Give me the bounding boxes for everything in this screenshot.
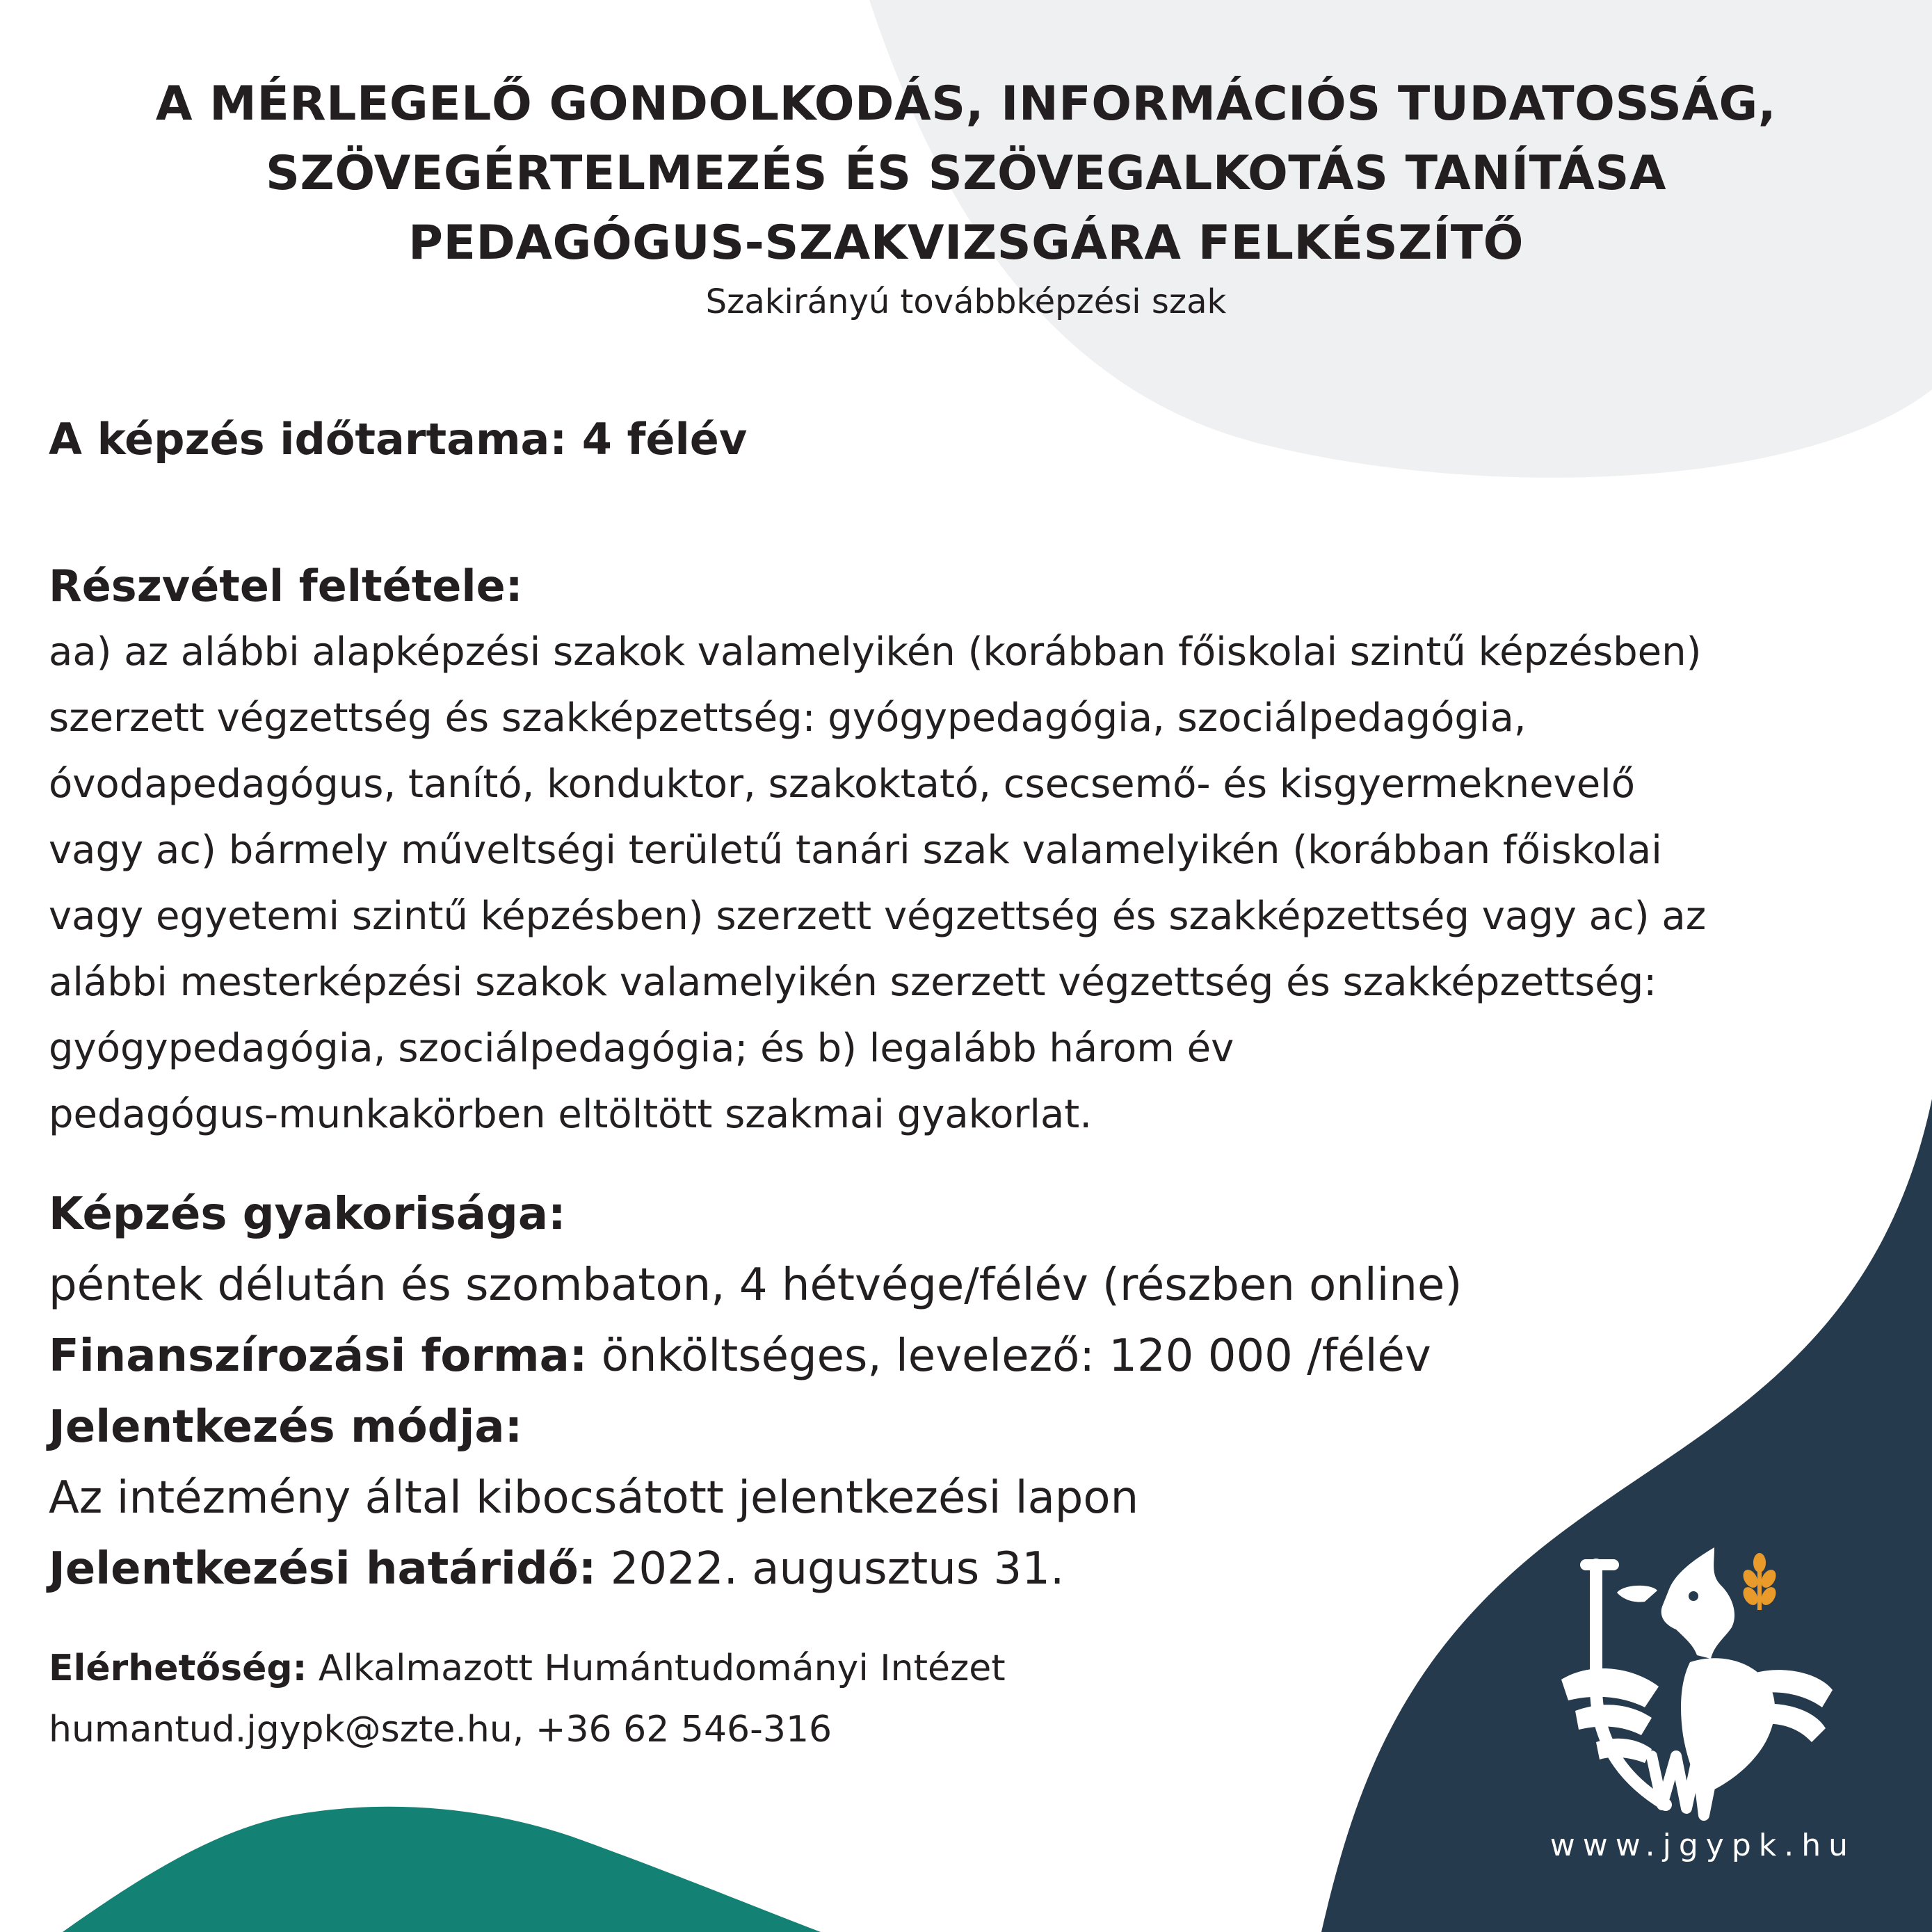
requirements-line: vagy ac) bármely műveltségi területű tanári szak valamelyikén (korábban főiskolai [49,828,1662,873]
title-block [0,70,1932,323]
title-line-3: PEDAGÓGUS-SZAKVIZSGÁRA FELKÉSZÍTŐ [408,216,1524,271]
requirements-line: vagy egyetemi szintű képzésben) szerzett végzettség és szakképzettség vagy ac) az [49,894,1707,939]
deadline-value: 2022. augusztus 31. [596,1543,1065,1595]
contact-label: Elérhetőség: [49,1648,307,1689]
financing-value: önköltséges, levelező: 120 000 /félév [587,1330,1431,1382]
requirements-line: óvodapedagógus, tanító, konduktor, szakoktató, csecsemő- és kisgyermeknevelő [49,762,1635,807]
requirements-line: gyógypedagógia, szociálpedagógia; és b) legalább három év [49,1026,1234,1071]
title-line-1: A MÉRLEGELŐ GONDOLKODÁS, INFORMÁCIÓS TUDATOSSÁG, [155,77,1777,131]
contact-details: humantud.jgypk@szte.hu, +36 62 546-316 [49,1709,832,1750]
frequency-value: péntek délután és szombaton, 4 hétvége/félév (részben online) [49,1259,1463,1311]
application-value: Az intézmény által kibocsátott jelentkezési lapon [49,1472,1139,1524]
frequency-heading: Képzés gyakorisága: [49,1189,566,1240]
subtitle: Szakirányú továbbképzési szak [705,282,1227,321]
requirements-text [49,619,1892,1148]
website-link[interactable]: www.jgypk.hu [1549,1828,1855,1863]
requirements-line: alábbi mesterképzési szakok valamelyikén szerzett végzettség és szakképzettség: [49,960,1657,1005]
application-heading: Jelentkezés módja: [49,1401,523,1453]
financing-row [49,1321,1892,1392]
requirements-line: aa) az alábbi alapképzési szakok valamelyikén (korábban főiskolai szintű képzésben) [49,629,1702,675]
duration-heading: A képzés időtartama: 4 félév [49,414,748,465]
griffin-shield-logo [1547,1547,1840,1826]
details-section [49,1179,1892,1604]
requirements-heading: Részvétel feltétele: [49,561,523,611]
wheat-icon [1740,1553,1779,1610]
requirements-line: szerzett végzettség és szakképzettség: gyógypedagógia, szociálpedagógia, [49,695,1527,741]
financing-label: Finanszírozási forma: [49,1330,588,1382]
requirements-section [49,553,1892,1148]
deadline-label: Jelentkezési határidő: [49,1543,597,1595]
contact-institute: Alkalmazott Humántudományi Intézet [307,1648,1006,1689]
requirements-line: pedagógus-munkakörben eltöltött szakmai gyakorlat. [49,1092,1093,1137]
duration-section [49,414,1892,465]
title-line-2: SZÖVEGÉRTELMEZÉS ÉS SZÖVEGALKOTÁS TANÍTÁSA [266,146,1666,201]
